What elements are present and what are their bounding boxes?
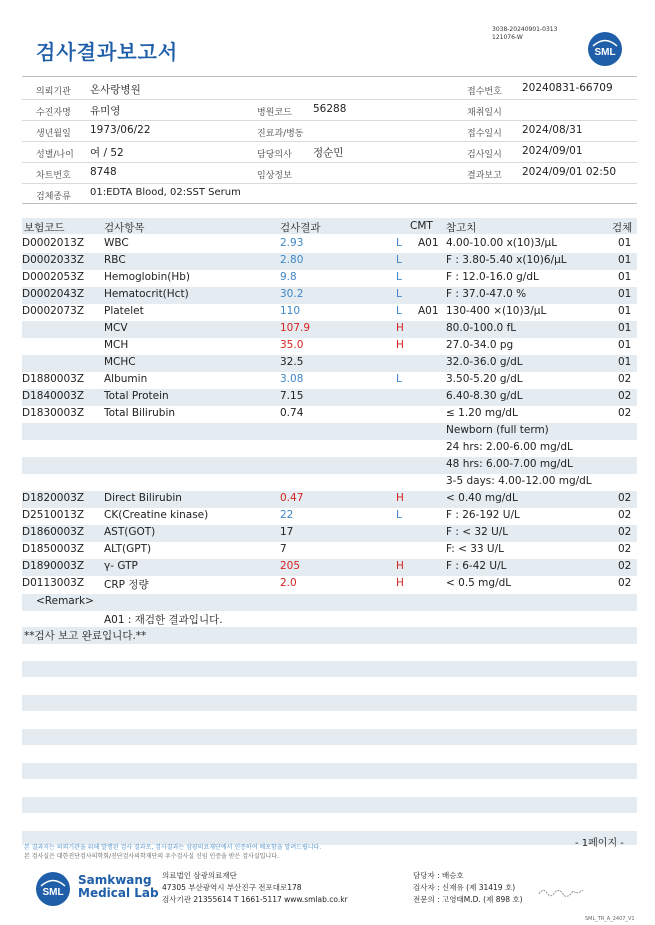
hospital-code-value: 56288 [313, 103, 347, 115]
row-reference: 6.40-8.30 g/dL [446, 390, 523, 402]
row-item: Platelet [104, 305, 144, 317]
table-row [22, 542, 637, 559]
row-code: D0002013Z [22, 237, 85, 249]
row-item: γ- GTP [104, 560, 138, 572]
row-flag: L [396, 305, 402, 317]
hospital-code-label: 병원코드 [257, 108, 292, 118]
row-item: WBC [104, 237, 129, 249]
row-reference: 3.50-5.20 g/dL [446, 373, 523, 385]
row-flag: H [396, 322, 404, 334]
row-reference: 27.0-34.0 pg [446, 339, 514, 351]
row-reference: F : 26-192 U/L [446, 509, 520, 521]
row-code: D1830003Z [22, 407, 85, 419]
remark-row [22, 611, 637, 628]
remark-title: <Remark> [36, 595, 94, 607]
table-row [22, 355, 637, 372]
remark-row [22, 627, 637, 644]
row-result: 9.8 [280, 271, 297, 283]
empty-row [22, 695, 637, 711]
empty-row [22, 763, 637, 779]
institution-label: 의뢰기관 [36, 87, 71, 97]
row-specimen: 01 [618, 356, 632, 368]
table-row [22, 338, 637, 355]
form-code: SML_TR_A_2407_V1 [585, 916, 635, 922]
row-reference: 32.0-36.0 g/dL [446, 356, 523, 368]
row-code: D1840003Z [22, 390, 85, 402]
divider [22, 76, 637, 77]
brand-name: Samkwang Medical Lab [78, 873, 159, 900]
divider [22, 99, 637, 100]
row-flag: L [396, 271, 402, 283]
row-reference: ≤ 1.20 mg/dL [446, 407, 518, 419]
row-reference: F : 3.80-5.40 x(10)6/μL [446, 254, 567, 266]
report-label: 결과보고 [467, 171, 502, 181]
collect-label: 채취일시 [467, 108, 502, 118]
row-code: D2510013Z [22, 509, 85, 521]
receipt-no-value: 20240831-66709 [522, 82, 613, 94]
row-reference: < 0.5 mg/dL [446, 577, 512, 589]
row-item: CK(Creatine kinase) [104, 509, 209, 521]
row-code: D1890003Z [22, 560, 85, 572]
row-item: MCV [104, 322, 128, 334]
divider [22, 162, 637, 163]
row-specimen: 01 [618, 288, 632, 300]
row-specimen: 01 [618, 339, 632, 351]
row-result: 17 [280, 526, 294, 538]
row-reference: F : 12.0-16.0 g/dL [446, 271, 539, 283]
row-result: 0.74 [280, 407, 304, 419]
col-header-code: 보험코드 [24, 222, 65, 234]
row-item: Total Bilirubin [104, 407, 176, 419]
report-complete-text: **검사 보고 완료입니다.** [24, 630, 147, 642]
sex-age-value: 여 / 52 [90, 147, 124, 159]
row-cmt: A01 [418, 237, 439, 249]
row-item: Hemoglobin(Hb) [104, 271, 191, 283]
staff-info: 담당자 : 배승호 검사자 : 신재유 (제 31419 호) 전문의 : 고영태M.D. (제 898 호) [413, 871, 523, 904]
row-specimen: 02 [618, 543, 632, 555]
row-reference: F : < 32 U/L [446, 526, 509, 538]
table-row [22, 372, 637, 389]
table-row [22, 440, 637, 457]
patient-label: 수진자명 [36, 108, 71, 118]
row-code: D1860003Z [22, 526, 85, 538]
row-result: 7.15 [280, 390, 304, 402]
document-id: 3038-20240901-0313 121076-W [492, 26, 558, 41]
sml-logo [588, 32, 622, 66]
row-code: D1820003Z [22, 492, 85, 504]
row-item: ALT(GPT) [104, 543, 152, 555]
org-info: 의료법인 삼광의료재단 47305 부산광역시 부산진구 전포대로178 검사기관 21355614 T 1661-5117 www.smlab.co.kr [162, 871, 348, 904]
row-code: D0002033Z [22, 254, 85, 266]
row-flag: L [396, 254, 402, 266]
row-result: 3.08 [280, 373, 304, 385]
clinical-label: 임상정보 [257, 171, 292, 181]
row-item: RBC [104, 254, 126, 266]
table-row [22, 389, 637, 406]
page-number: - 1페이지 - [575, 838, 624, 849]
table-row [22, 406, 637, 423]
col-header-cmt: CMT [410, 220, 433, 232]
row-flag: L [396, 288, 402, 300]
row-specimen: 02 [618, 526, 632, 538]
table-row [22, 576, 637, 593]
doctor-value: 정순민 [313, 147, 344, 159]
row-specimen: 01 [618, 254, 632, 266]
row-item: Hematocrit(Hct) [104, 288, 189, 300]
row-result: 0.47 [280, 492, 304, 504]
footnote-1: 본 결과지는 의뢰기관을 위해 발행된 검사 결과로, 검사결과는 삼광의료재단에서 인증하여 배포함을 알려드립니다. [24, 844, 322, 851]
col-header-result: 검사결과 [280, 222, 321, 234]
row-flag: L [396, 237, 402, 249]
row-result: 205 [280, 560, 301, 572]
table-row [22, 253, 637, 270]
row-reference: F: < 33 U/L [446, 543, 505, 555]
receipt-no-label: 접수번호 [467, 87, 502, 97]
empty-row [22, 661, 637, 677]
row-code: D0002053Z [22, 271, 85, 283]
table-row [22, 304, 637, 321]
row-specimen: 01 [618, 271, 632, 283]
row-item: Total Protein [104, 390, 169, 402]
row-item: MCH [104, 339, 129, 351]
row-specimen: 02 [618, 560, 632, 572]
row-flag: H [396, 492, 404, 504]
row-item: CRP 정량 [104, 579, 149, 591]
row-flag: H [396, 577, 404, 589]
institution-value: 온사랑병원 [90, 84, 141, 96]
row-result: 2.0 [280, 577, 297, 589]
doctor-label: 담당의사 [257, 150, 292, 160]
row-result: 7 [280, 543, 287, 555]
row-specimen: 01 [618, 322, 632, 334]
sml-footer-logo [36, 872, 70, 906]
row-result: 107.9 [280, 322, 311, 334]
row-flag: H [396, 339, 404, 351]
col-header-ref: 참고치 [446, 222, 477, 234]
specimen-value: 01:EDTA Blood, 02:SST Serum [90, 187, 241, 198]
table-row [22, 491, 637, 508]
specimen-label: 검체종류 [36, 192, 71, 202]
remark-row [22, 594, 637, 611]
row-specimen: 02 [618, 577, 632, 589]
row-flag: L [396, 373, 402, 385]
row-code: D0113003Z [22, 577, 85, 589]
table-row [22, 508, 637, 525]
row-reference: 48 hrs: 6.00-7.00 mg/dL [446, 458, 573, 470]
row-reference: 3-5 days: 4.00-12.00 mg/dL [446, 475, 592, 487]
divider [22, 141, 637, 142]
row-specimen: 02 [618, 509, 632, 521]
row-specimen: 01 [618, 237, 632, 249]
test-date-label: 검사일시 [467, 150, 502, 160]
dob-label: 생년월일 [36, 129, 71, 139]
row-specimen: 02 [618, 390, 632, 402]
row-reference: F : 6-42 U/L [446, 560, 507, 572]
col-header-item: 검사항목 [104, 222, 145, 234]
svg-text:SML: SML [42, 887, 64, 898]
row-code: D0002043Z [22, 288, 85, 300]
receipt-date-label: 접수일시 [467, 129, 502, 139]
row-specimen: 02 [618, 492, 632, 504]
table-row [22, 525, 637, 542]
row-flag: L [396, 509, 402, 521]
row-result: 22 [280, 509, 294, 521]
table-row [22, 559, 637, 576]
row-code: D1850003Z [22, 543, 85, 555]
row-item: AST(GOT) [104, 526, 156, 538]
test-date-value: 2024/09/01 [522, 145, 583, 157]
row-reference: < 0.40 mg/dL [446, 492, 518, 504]
chart-no-label: 차트번호 [36, 171, 71, 181]
row-item: Direct Bilirubin [104, 492, 182, 504]
row-result: 110 [280, 305, 301, 317]
row-result: 35.0 [280, 339, 304, 351]
row-result: 32.5 [280, 356, 304, 368]
row-reference: Newborn (full term) [446, 424, 549, 436]
row-item: MCHC [104, 356, 136, 368]
table-row [22, 236, 637, 253]
svg-text:SML: SML [594, 47, 616, 58]
table-row [22, 321, 637, 338]
footnote-2: 본 검사실은 대한진단검사의학회/진단검사의학재단의 우수검사실 신임 인증을 받은 검사실입니다. [24, 853, 279, 860]
remark-a01: A01 : 재검한 결과입니다. [104, 614, 223, 626]
receipt-date-value: 2024/08/31 [522, 124, 583, 136]
row-reference: 4.00-10.00 x(10)3/μL [446, 237, 558, 249]
sex-age-label: 성별/나이 [36, 150, 74, 160]
divider [22, 120, 637, 121]
table-row [22, 423, 637, 440]
row-result: 2.93 [280, 237, 304, 249]
row-reference: F : 37.0-47.0 % [446, 288, 527, 300]
empty-row [22, 729, 637, 745]
dept-label: 진료과/병동 [257, 129, 304, 139]
row-code: D0002073Z [22, 305, 85, 317]
col-header-specimen: 검체 [612, 222, 633, 234]
row-item: Albumin [104, 373, 148, 385]
table-row [22, 287, 637, 304]
row-specimen: 02 [618, 373, 632, 385]
chart-no-value: 8748 [90, 166, 117, 178]
row-reference: 24 hrs: 2.00-6.00 mg/dL [446, 441, 573, 453]
table-row [22, 270, 637, 287]
row-code: D1880003Z [22, 373, 85, 385]
dob-value: 1973/06/22 [90, 124, 151, 136]
table-row [22, 474, 637, 491]
row-flag: H [396, 560, 404, 572]
divider [22, 183, 637, 184]
report-value: 2024/09/01 02:50 [522, 166, 617, 178]
signature-image [537, 884, 587, 898]
empty-row [22, 797, 637, 813]
report-title: 검사결과보고서 [36, 40, 179, 64]
row-result: 30.2 [280, 288, 304, 300]
row-cmt: A01 [418, 305, 439, 317]
row-reference: 80.0-100.0 fL [446, 322, 517, 334]
patient-value: 유미영 [90, 105, 121, 117]
row-specimen: 01 [618, 305, 632, 317]
row-specimen: 02 [618, 407, 632, 419]
row-reference: 130-400 ×(10)3/μL [446, 305, 547, 317]
row-result: 2.80 [280, 254, 304, 266]
divider [22, 203, 637, 204]
table-row [22, 457, 637, 474]
